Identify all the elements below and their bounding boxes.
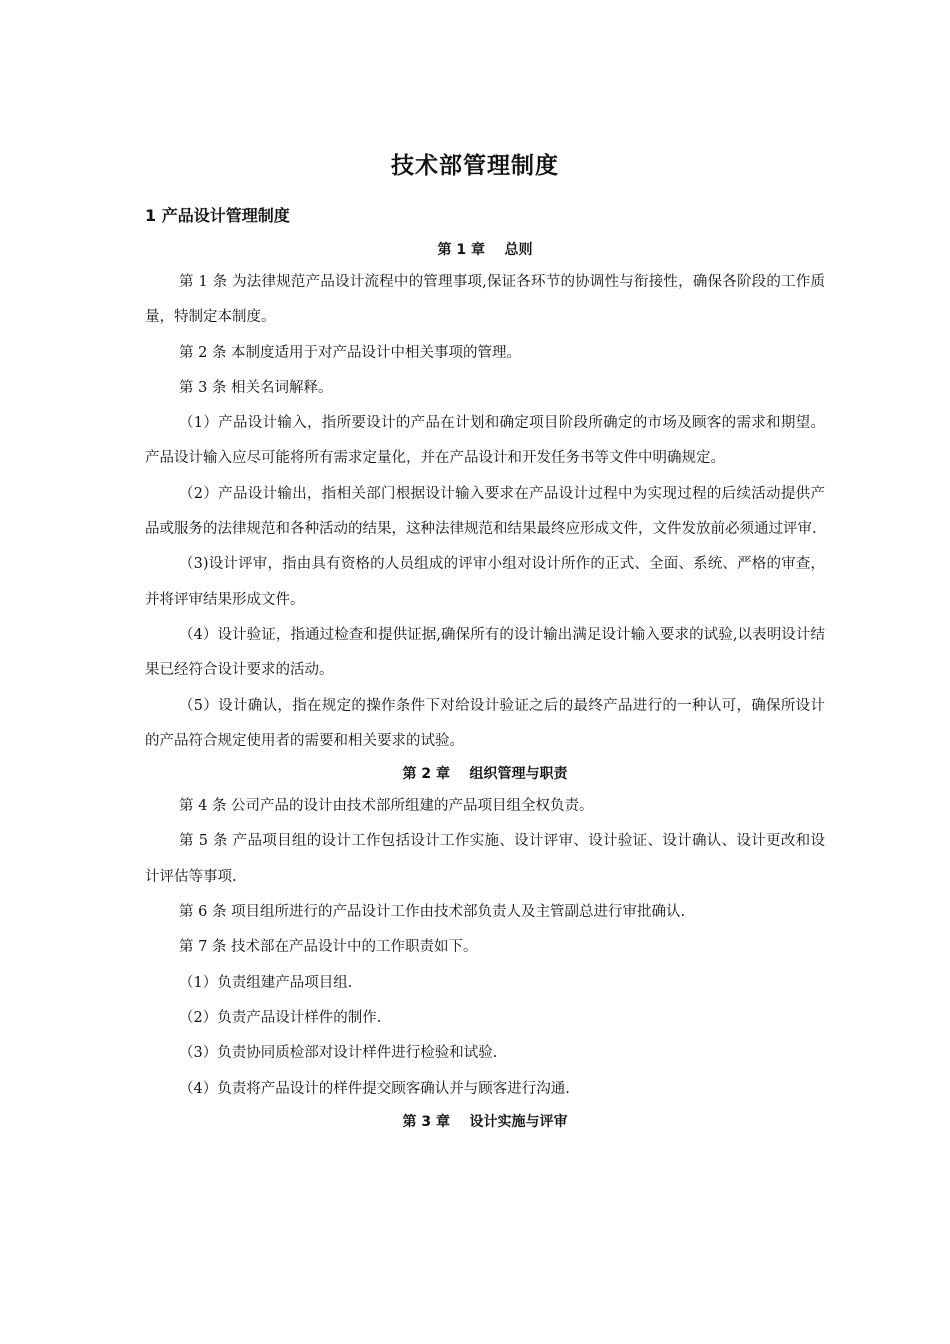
article-2: 第 2 条 本制度适用于对产品设计中相关事项的管理。 <box>179 344 522 361</box>
duty-1: （1）负责组建产品项目组. <box>179 974 353 991</box>
section-title: 1 产品设计管理制度 <box>145 206 290 225</box>
definition-4: （4）设计验证，指通过检查和提供证据,确保所有的设计输出满足设计输入要求的试验,以表明设计结果已经符合设计要求的活动。 <box>145 626 825 679</box>
chapter-2-heading: 第 2 章 组织管理与职责 <box>402 766 568 783</box>
article-4: 第 4 条 公司产品的设计由技术部所组建的产品项目组全权负责。 <box>179 798 594 815</box>
duty-3: （3）负责协同质检部对设计样件进行检验和试验. <box>179 1045 498 1062</box>
definition-1: （1）产品设计输入，指所要设计的产品在计划和确定项目阶段所确定的市场及顾客的需求和期望。产品设计输入应尽可能将所有需求定量化，并在产品设计和开发任务书等文件中明确规定。 <box>145 415 825 467</box>
definition-5: （5）设计确认，指在规定的操作条件下对给设计验证之后的最终产品进行的一种认可，确保所设计的产品符合规定使用者的需要和相关要求的试验。 <box>145 697 825 749</box>
definition-2: （2）产品设计输出，指相关部门根据设计输入要求在产品设计过程中为实现过程的后续活动提供产品或服务的法律规范和各种活动的结果，这种法律规范和结果最终应形成文件，文件发放前必须通过评审. <box>145 485 825 538</box>
definition-3: （3)设计评审，指由具有资格的人员组成的评审小组对设计所作的正式、全面、系统、严格的审查，并将评审结果形成文件。 <box>145 556 825 608</box>
chapter-1-heading: 第 1 章 总则 <box>437 242 533 258</box>
article-6: 第 6 条 项目组所进行的产品设计工作由技术部负责人及主管副总进行审批确认. <box>179 904 686 921</box>
article-5: 第 5 条 产品项目组的设计工作包括设计工作实施、设计评审、设计验证、设计确认、设计更改和设计评估等事项. <box>145 833 825 885</box>
article-1: 第 1 条 为法律规范产品设计流程中的管理事项,保证各环节的协调性与衔接性，确保各阶段的工作质量，特制定本制度。 <box>145 274 825 326</box>
article-3: 第 3 条 相关名词解释。 <box>179 379 333 396</box>
duty-2: （2）负责产品设计样件的制作. <box>179 1009 382 1026</box>
duty-4: （4）负责将产品设计的样件提交顾客确认并与顾客进行沟通. <box>179 1080 570 1097</box>
chapter-3-heading: 第 3 章 设计实施与评审 <box>402 1113 568 1130</box>
document-body <box>145 235 825 1137</box>
article-7: 第 7 条 技术部在产品设计中的工作职责如下。 <box>179 939 478 956</box>
document-title: 技术部管理制度 <box>391 153 559 179</box>
